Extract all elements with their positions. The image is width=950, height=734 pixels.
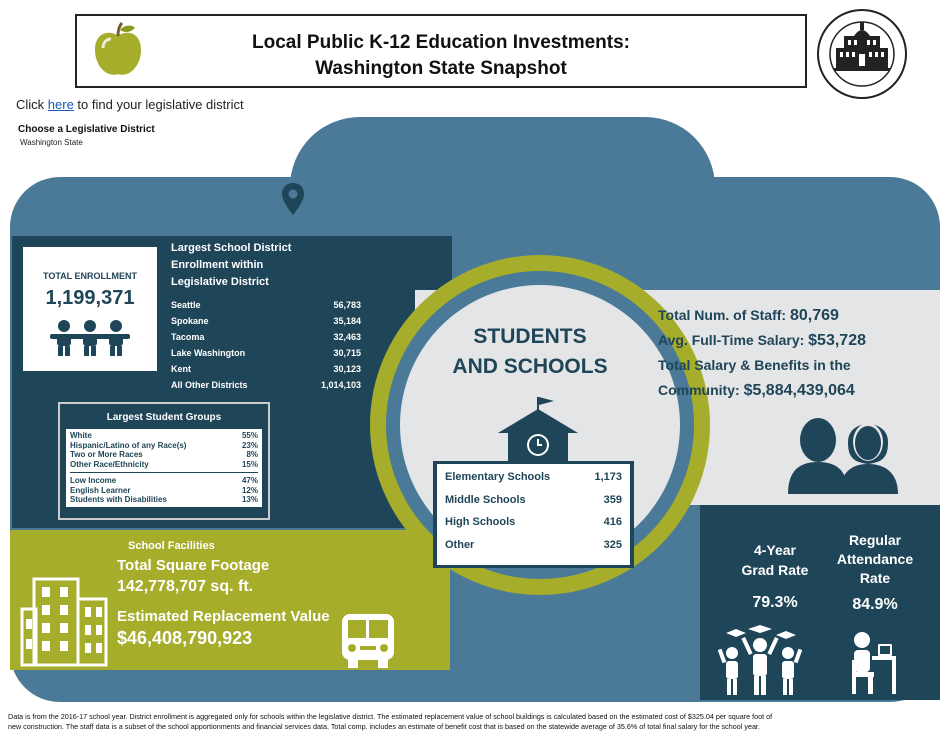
- district-list: [171, 297, 361, 393]
- title-line-1: Local Public K-12 Education Investments:: [252, 32, 630, 53]
- attendance-label-line-3: Rate: [859, 570, 891, 586]
- salary-label: Avg. Full-Time Salary:: [658, 332, 805, 348]
- school-type: Middle Schools: [445, 493, 526, 506]
- school-type: Elementary Schools: [445, 471, 551, 484]
- students-group-icon: [48, 320, 132, 356]
- page-title: [77, 30, 805, 82]
- staff-count-label: Total Num. of Staff:: [658, 307, 787, 323]
- list-item: [70, 486, 258, 496]
- staff-count-value: 80,769: [789, 307, 839, 324]
- superintendent-seal-icon: [816, 8, 908, 100]
- title-box: [75, 14, 807, 88]
- attendance-rate-value: 84.9%: [852, 596, 898, 613]
- group-value: 23%: [241, 440, 258, 450]
- replacement-value-value: $46,408,790,923: [117, 628, 253, 648]
- group-value: 13%: [241, 495, 258, 504]
- list-item: [70, 460, 258, 470]
- graduates-icon: [718, 623, 802, 695]
- title-line-2: Washington State Snapshot: [315, 58, 567, 79]
- square-footage-label: Total Square Footage: [117, 557, 270, 574]
- table-row: [445, 534, 622, 557]
- list-item: [171, 361, 361, 377]
- student-groups-title: Largest Student Groups: [106, 412, 222, 423]
- district-value: 30,123: [333, 364, 361, 374]
- group-name: Students with Disabilities: [70, 495, 167, 504]
- district-selector[interactable]: Washington State: [20, 138, 83, 147]
- footer-line-2: new construction. The staff data is a subset of the school apportionments and financial services data. Total comp. includes an estimate of benefit cost that is based on the statewide average of 35.6% of total final salary for the school year.: [8, 722, 760, 731]
- school-count: 1,173: [594, 471, 622, 484]
- table-row: [445, 489, 622, 512]
- square-footage-value: 142,778,707 sq. ft.: [117, 578, 254, 595]
- salary-value: $53,728: [808, 332, 866, 349]
- school-bus-icon: [338, 612, 398, 670]
- staff-people-icon: [788, 412, 900, 494]
- attendance-label-line-1: Regular: [848, 532, 902, 548]
- footer-line-1: Data is from the 2016-17 school year. District enrollment is aggregated only for schools within the legislative district. The estimated replacement value of school buildings is calculated based on the estimated cost of $325.04 per square foot of: [8, 712, 773, 721]
- divider: [70, 472, 258, 473]
- click-prefix-text: Click: [16, 97, 48, 112]
- list-item: [70, 450, 258, 460]
- list-item: [70, 441, 258, 451]
- replacement-value-label: Estimated Replacement Value: [117, 608, 330, 625]
- district-value: 56,783: [333, 300, 361, 310]
- benefits-value: $5,884,439,064: [743, 382, 855, 399]
- group-name: Two or More Races: [70, 450, 143, 459]
- list-item: [171, 297, 361, 313]
- students-schools-title: [430, 322, 630, 382]
- group-value: 15%: [241, 459, 258, 469]
- legislative-district-prompt: [16, 97, 244, 112]
- school-type: High Schools: [445, 516, 516, 529]
- attendance-rate-label: [820, 531, 930, 588]
- salary-row: [658, 328, 866, 353]
- district-name: Kent: [171, 364, 191, 374]
- facilities-title: School Facilities: [128, 540, 215, 552]
- find-district-link[interactable]: here: [47, 97, 74, 112]
- table-row: [445, 466, 622, 489]
- footer-note: [8, 712, 944, 732]
- student-groups-box: [58, 402, 270, 520]
- grad-rate-label-line-1: 4-Year: [753, 542, 797, 558]
- group-name: White: [70, 431, 92, 440]
- click-suffix-text: to find your legislative district: [73, 97, 244, 112]
- district-heading-line-1: Largest School District: [171, 242, 292, 254]
- district-value: 35,184: [333, 316, 361, 326]
- district-name: Seattle: [171, 300, 201, 310]
- total-enrollment-value: 1,199,371: [45, 287, 135, 309]
- grad-rate-label: [735, 540, 815, 580]
- school-count: 325: [603, 538, 622, 551]
- school-building-icon: [20, 575, 110, 667]
- district-value: 30,715: [333, 348, 361, 358]
- benefits-label-2: Community:: [658, 382, 740, 398]
- student-groups-table: [66, 429, 262, 507]
- list-item: [171, 329, 361, 345]
- choose-district-label: Choose a Legislative District: [18, 124, 155, 135]
- list-item: [70, 431, 258, 441]
- district-value: 32,463: [333, 332, 361, 342]
- students-schools-title-line-1: STUDENTS: [473, 325, 587, 348]
- total-enrollment-box: [20, 244, 160, 374]
- district-name: All Other Districts: [171, 380, 248, 390]
- district-name: Spokane: [171, 316, 209, 326]
- district-heading-line-3: Legislative District: [171, 276, 269, 288]
- school-type: Other: [445, 538, 475, 551]
- group-name: Other Race/Ethnicity: [70, 459, 149, 469]
- list-item: [171, 377, 361, 393]
- location-pin-icon: [282, 183, 304, 227]
- group-name: Low Income: [70, 476, 117, 485]
- group-name: English Learner: [70, 485, 131, 495]
- school-count: 359: [603, 493, 622, 506]
- group-value: 12%: [241, 485, 258, 495]
- grad-rate-label-line-2: Grad Rate: [741, 562, 809, 578]
- list-item: [171, 345, 361, 361]
- group-name: Hispanic/Latino of any Race(s): [70, 440, 187, 450]
- list-item: [171, 313, 361, 329]
- group-value: 47%: [241, 476, 258, 485]
- total-enrollment-label: TOTAL ENROLLMENT: [43, 271, 137, 281]
- group-value: 55%: [241, 431, 258, 440]
- students-schools-title-line-2: AND SCHOOLS: [452, 355, 608, 378]
- largest-district-heading: [171, 240, 291, 291]
- list-item: [70, 495, 258, 505]
- school-counts-table: [433, 461, 634, 568]
- schoolhouse-icon: [490, 393, 590, 463]
- grad-rate-value: 79.3%: [752, 594, 798, 611]
- district-heading-line-2: Enrollment within: [171, 259, 264, 271]
- benefits-label-row: Total Salary & Benefits in the: [658, 357, 851, 373]
- district-value: 1,014,103: [320, 380, 361, 390]
- attendance-label-line-2: Attendance: [836, 551, 914, 567]
- district-name: Lake Washington: [171, 348, 246, 358]
- staff-count-row: [658, 303, 866, 328]
- group-value: 8%: [246, 450, 258, 459]
- student-at-desk-icon: [848, 630, 898, 696]
- list-item: [70, 476, 258, 486]
- staff-stats: [658, 303, 866, 403]
- table-row: [445, 511, 622, 534]
- school-count: 416: [603, 516, 622, 529]
- district-name: Tacoma: [171, 332, 205, 342]
- benefits-row: [658, 378, 866, 403]
